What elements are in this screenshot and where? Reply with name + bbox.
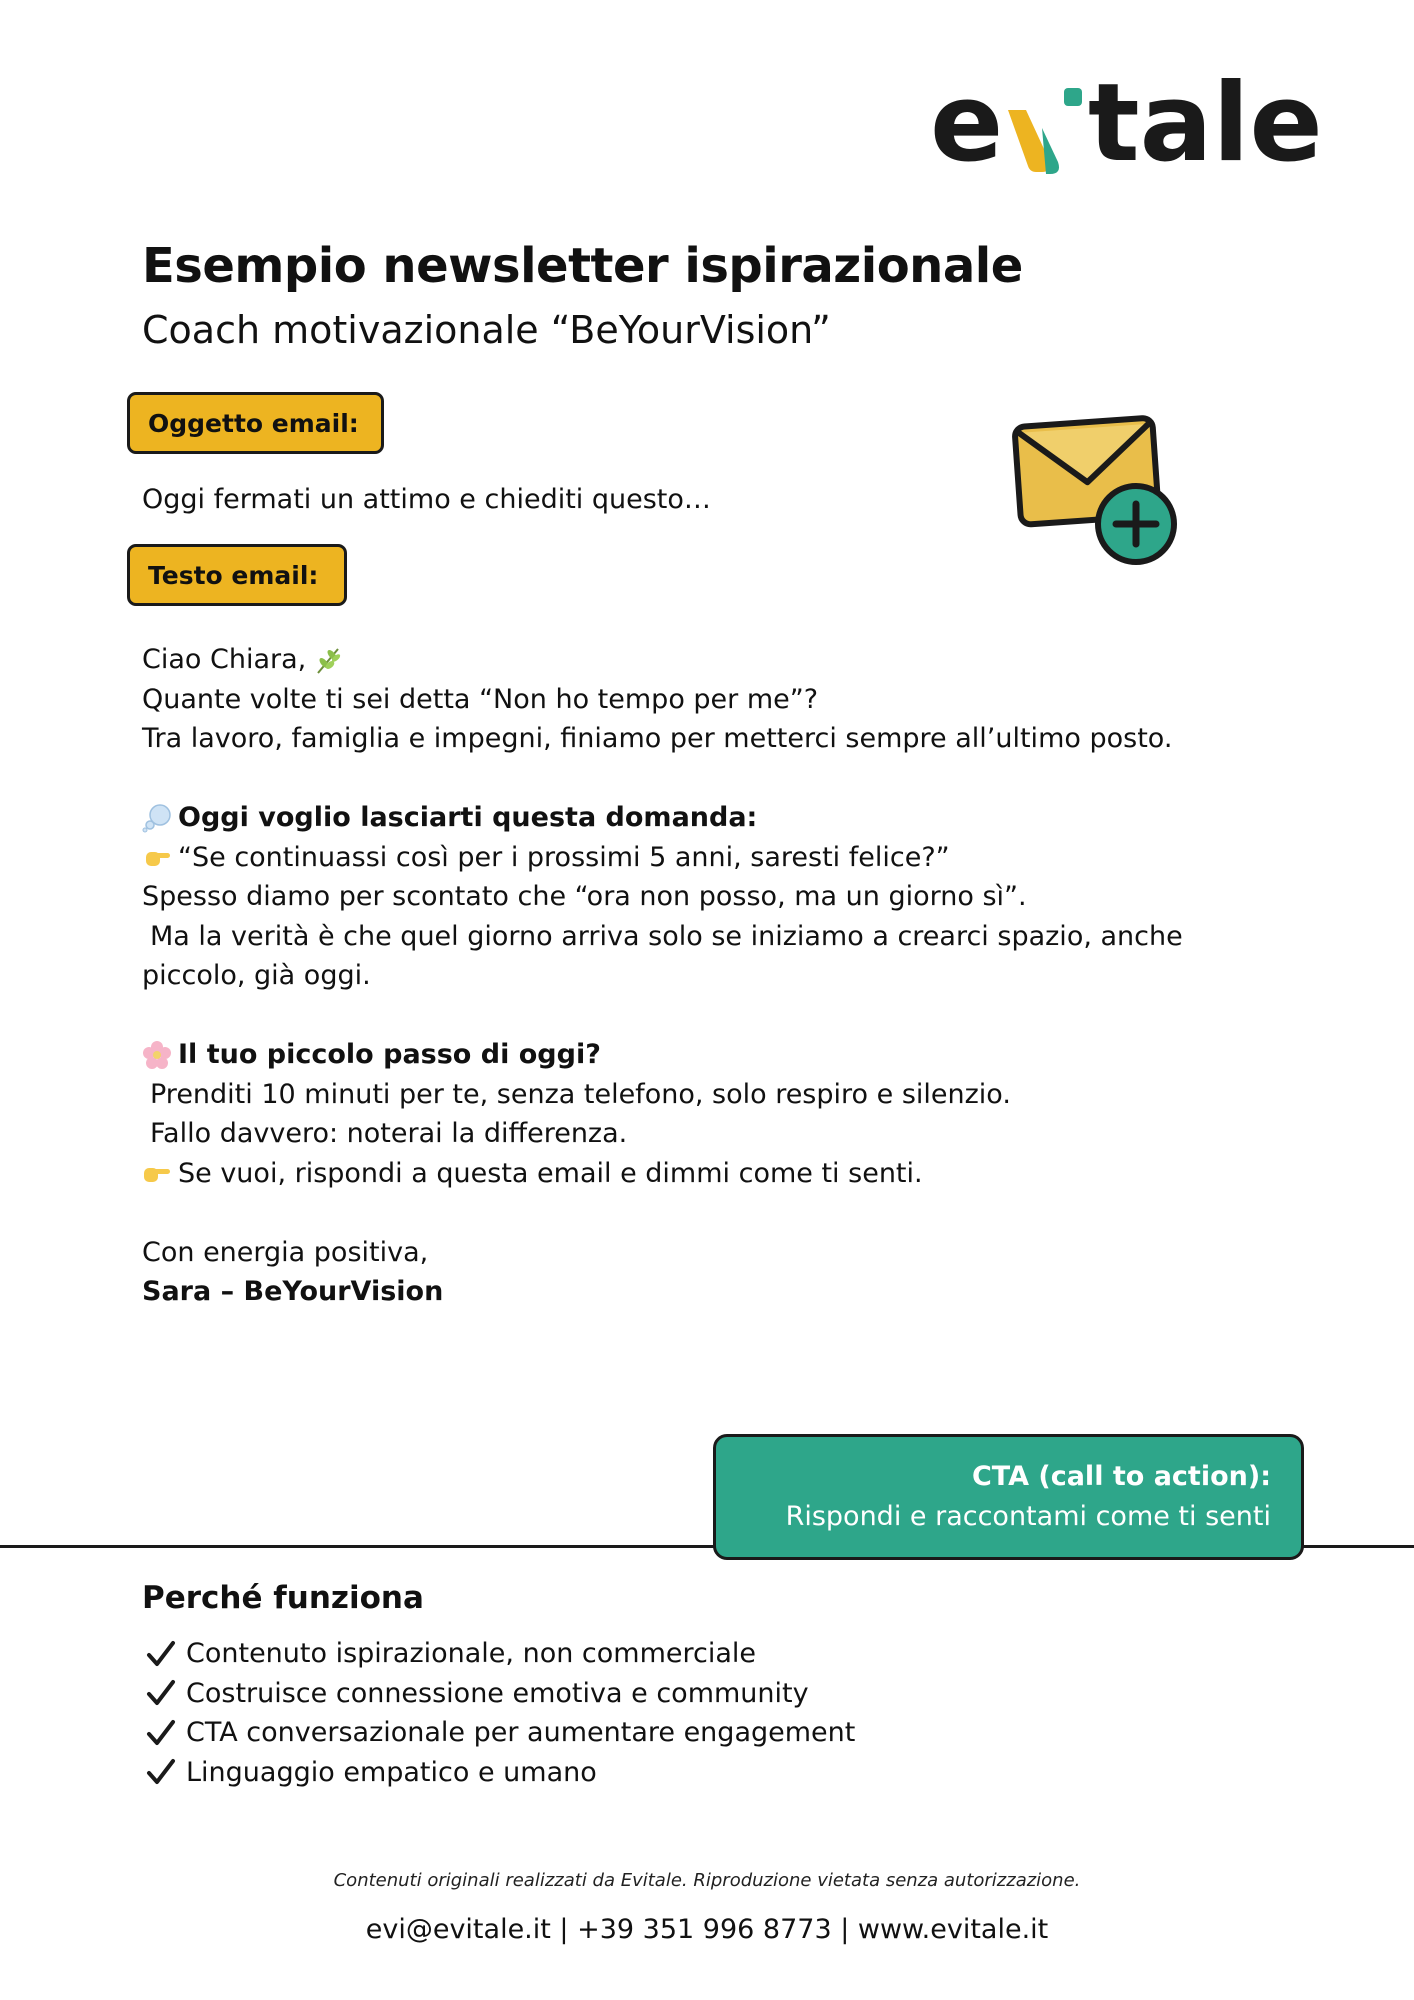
- cta-box: [713, 1434, 1304, 1560]
- greeting-text: Ciao Chiara,: [142, 644, 307, 675]
- cta-text: Rispondi e raccontami come ti senti: [785, 1501, 1271, 1532]
- question-heading-text: Oggi voglio lasciarti questa domanda:: [178, 802, 758, 833]
- blossom-icon: [142, 1040, 172, 1070]
- cta-label: CTA (call to action):: [971, 1461, 1271, 1492]
- pointing-hand-icon: [142, 1158, 172, 1188]
- page-title: Esempio newsletter ispirazionale: [142, 238, 1023, 294]
- intro-line-2: Tra lavoro, famiglia e impegni, finiamo per metterci sempre all’ultimo posto.: [142, 723, 1173, 754]
- checkmark-icon: [146, 1718, 176, 1748]
- list-item: [146, 1674, 855, 1714]
- subject-text: Oggi fermati un attimo e chiediti questo…: [142, 484, 711, 515]
- greeting-line: [142, 640, 1272, 680]
- step-heading: [142, 1035, 1272, 1075]
- pointing-hand-icon: [142, 842, 172, 872]
- evitale-logo: [930, 62, 1360, 180]
- list-item-text: Linguaggio empatico e umano: [186, 1756, 597, 1788]
- why-list: [146, 1634, 855, 1792]
- svg-text:tale: tale: [1088, 62, 1323, 180]
- intro-line-1: Quante volte ti sei detta “Non ho tempo per me”?: [142, 683, 819, 715]
- question-text: “Se continuassi così per i prossimi 5 anni, saresti felice?”: [178, 841, 950, 873]
- checkmark-icon: [146, 1757, 176, 1787]
- step-heading-text: Il tuo piccolo passo di oggi?: [178, 1039, 601, 1070]
- leaf-icon: [314, 645, 344, 675]
- list-item-text: CTA conversazionale per aumentare engagement: [186, 1717, 856, 1748]
- checkmark-icon: [146, 1639, 176, 1669]
- para-line-2: Ma la verità è che quel giorno arriva solo se iniziamo a crearci spazio, anche piccolo, già oggi.: [142, 920, 1183, 991]
- para-line-1: Spesso diamo per scontato che “ora non posso, ma un giorno sì”.: [142, 881, 1027, 912]
- svg-text:e: e: [930, 62, 1004, 180]
- step-line-2: Fallo davvero: noterai la differenza.: [150, 1118, 628, 1149]
- closing-line: Con energia positiva,: [142, 1236, 429, 1268]
- list-item: [146, 1713, 855, 1753]
- list-item: [146, 1753, 855, 1793]
- thought-bubble-icon: [142, 803, 172, 833]
- step-line-3: [142, 1154, 1272, 1194]
- footer-contacts[interactable]: evi@evitale.it | +39 351 996 8773 | www.evitale.it: [365, 1914, 1049, 1945]
- checkmark-icon: [146, 1678, 176, 1708]
- why-title: Perché funziona: [142, 1580, 424, 1616]
- envelope-plus-icon: [1010, 406, 1182, 570]
- subject-label-badge: Oggetto email:: [127, 392, 384, 454]
- email-body: [142, 640, 1272, 1312]
- page-subtitle: Coach motivazionale “BeYourVision”: [142, 308, 831, 352]
- list-item: [146, 1634, 855, 1674]
- signature: Sara – BeYourVision: [142, 1276, 444, 1307]
- list-item-text: Costruisce connessione emotiva e community: [186, 1677, 809, 1709]
- question-line: [142, 838, 1272, 878]
- body-label-badge: Testo email:: [127, 544, 347, 606]
- footer-disclaimer: Contenuti originali realizzati da Evitale. Riproduzione vietata senza autorizzazione.: [333, 1870, 1081, 1891]
- step-line-1: Prenditi 10 minuti per te, senza telefono, solo respiro e silenzio.: [150, 1078, 1011, 1110]
- list-item-text: Contenuto ispirazionale, non commerciale: [186, 1638, 756, 1669]
- step-text-3: Se vuoi, rispondi a questa email e dimmi come ti senti.: [178, 1157, 923, 1189]
- question-heading: [142, 798, 1272, 838]
